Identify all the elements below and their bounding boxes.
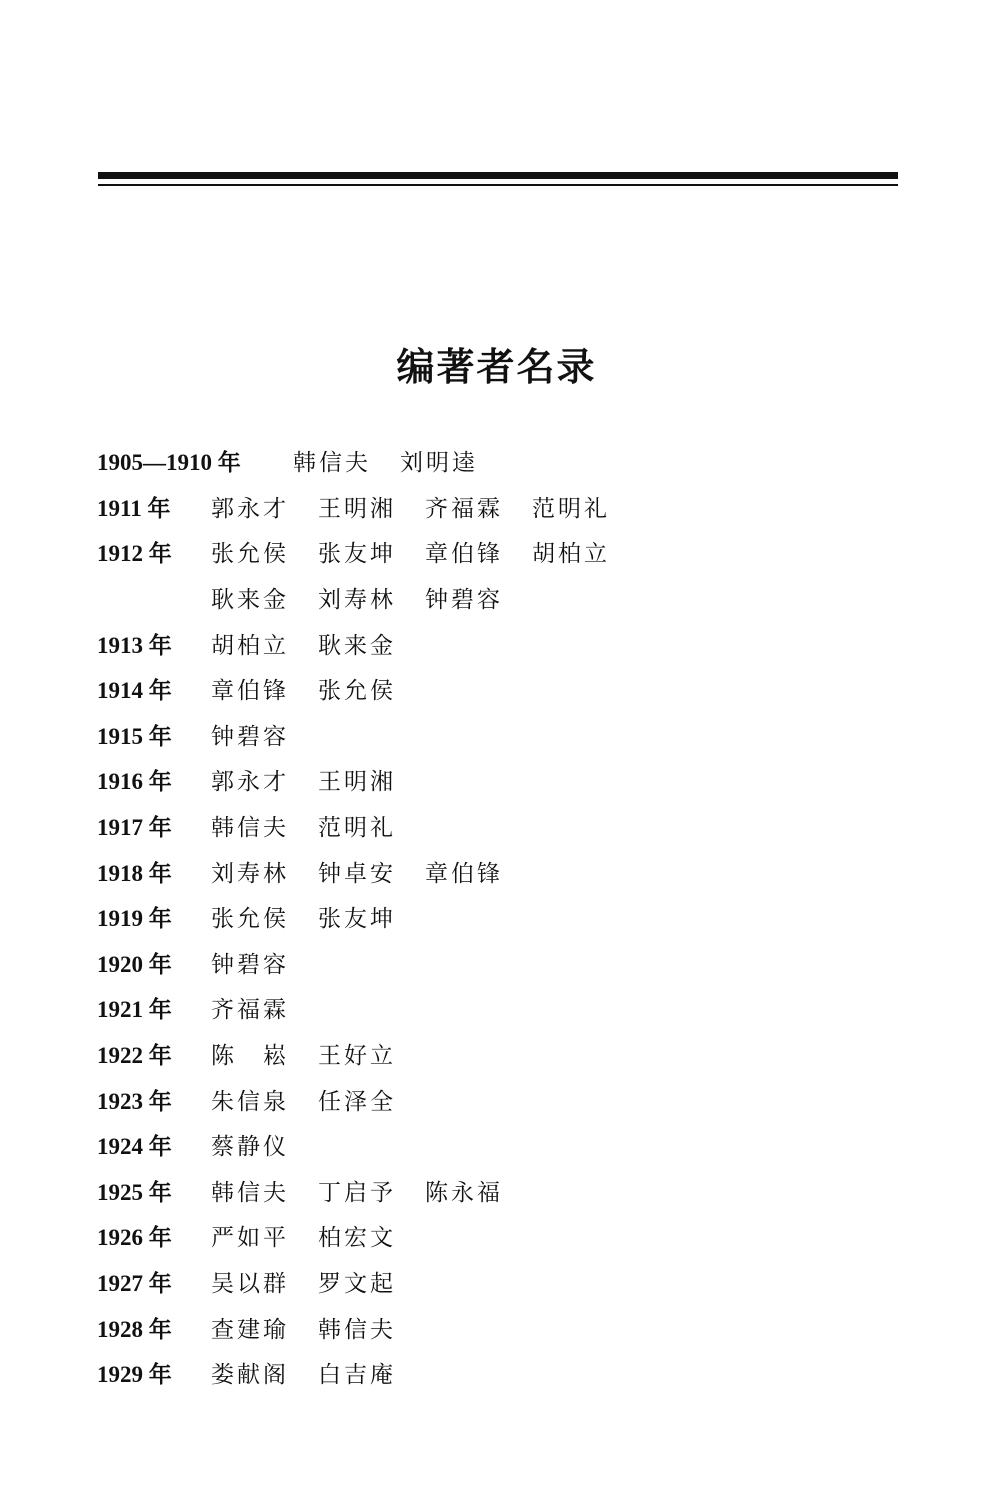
entry-names [211,581,532,614]
author-name: 钟碧容 [211,951,289,978]
author-name: 张友坤 [318,906,396,933]
author-name: 胡柏立 [211,632,289,659]
author-name: 钟碧容 [425,587,503,614]
author-name: 朱信泉 [211,1088,289,1115]
list-item [97,620,917,666]
entry-names [211,991,318,1024]
entry-year: 1920 年 [97,951,172,977]
entry-names [293,444,507,477]
author-name: 章伯锋 [425,541,503,568]
author-name: 章伯锋 [425,860,503,887]
list-item [97,1168,917,1214]
entry-year: 1915 年 [97,723,172,749]
entry-names [211,1037,425,1070]
list-item [97,848,917,894]
author-name: 郭永才 [211,769,289,796]
header-rule-thin [98,184,898,186]
entry-year: 1912 年 [97,541,172,567]
list-item [97,1350,917,1396]
author-name: 蔡静仪 [211,1134,289,1161]
entry-names [211,718,318,751]
author-name: 钟碧容 [211,723,289,750]
entry-year: 1921 年 [97,997,172,1023]
list-item [97,803,917,849]
author-name: 范明礼 [532,495,610,522]
entry-names [211,672,425,705]
entry-names [211,763,425,796]
author-name: 韩信夫 [318,1316,396,1343]
list-item [97,940,917,986]
entry-year: 1917 年 [97,815,172,841]
author-name: 娄献阁 [211,1362,289,1389]
author-name: 查建瑜 [211,1316,289,1343]
list-item [97,1031,917,1077]
entry-names [211,946,318,979]
entry-names [211,1174,532,1207]
list-item [97,666,917,712]
list-item [97,1213,917,1259]
author-name: 齐福霖 [425,495,503,522]
entry-names [211,490,639,523]
author-name: 罗文起 [318,1270,396,1297]
entry-year: 1925 年 [97,1179,172,1205]
entry-year: 1923 年 [97,1088,172,1114]
entry-names [211,535,639,568]
entry-year: 1928 年 [97,1316,172,1342]
author-list [97,438,917,1395]
author-name: 张允侯 [211,906,289,933]
entry-names [211,1083,425,1116]
author-name: 韩信夫 [293,450,371,477]
list-item [97,894,917,940]
entry-year: 1919 年 [97,906,172,932]
author-name: 刘寿林 [318,587,396,614]
author-name: 陈永福 [425,1179,503,1206]
entry-year: 1927 年 [97,1270,172,1296]
list-item [97,529,917,575]
entry-year: 1926 年 [97,1225,172,1251]
author-name: 齐福霖 [211,997,289,1024]
author-name: 吴以群 [211,1270,289,1297]
entry-names [211,1128,318,1161]
entry-names [211,1265,425,1298]
list-item [97,575,917,621]
author-name: 刘明逵 [400,450,478,477]
list-item [97,1259,917,1305]
author-name: 韩信夫 [211,815,289,842]
entry-names [211,809,425,842]
author-name: 任泽全 [318,1088,396,1115]
author-name: 郭永才 [211,495,289,522]
entry-names [211,1219,425,1252]
author-name: 刘寿林 [211,860,289,887]
list-item [97,1076,917,1122]
entry-year: 1929 年 [97,1362,172,1388]
entry-names [211,627,425,660]
entry-year: 1922 年 [97,1043,172,1069]
page-title: 编著者名录 [396,345,597,389]
author-name: 丁启予 [318,1179,396,1206]
entry-year: 1924 年 [97,1134,172,1160]
author-name: 韩信夫 [211,1179,289,1206]
entry-names [211,1356,425,1389]
entry-year: 1914 年 [97,678,172,704]
entry-year: 1913 年 [97,632,172,658]
author-name: 耿来金 [318,632,396,659]
list-item [97,438,917,484]
entry-names [211,855,532,888]
author-name: 胡柏立 [532,541,610,568]
author-name: 白吉庵 [318,1362,396,1389]
author-name: 王明湘 [318,769,396,796]
author-name: 范明礼 [318,815,396,842]
list-item [97,757,917,803]
entry-year: 1916 年 [97,769,172,795]
list-item [97,712,917,758]
list-item [97,484,917,530]
author-name: 王好立 [318,1043,396,1070]
header-rule-thick [98,172,898,179]
entry-year: 1905—1910 年 [97,450,241,476]
author-name: 柏宏文 [318,1225,396,1252]
author-name: 耿来金 [211,587,289,614]
entry-year: 1918 年 [97,860,172,886]
list-item [97,985,917,1031]
author-name: 张允侯 [318,678,396,705]
author-name: 王明湘 [318,495,396,522]
entry-names [211,900,425,933]
author-name: 章伯锋 [211,678,289,705]
author-name: 张允侯 [211,541,289,568]
list-item [97,1304,917,1350]
author-name: 陈 崧 [211,1043,289,1070]
list-item [97,1122,917,1168]
entry-names [211,1311,425,1344]
entry-year: 1911 年 [97,495,171,521]
author-name: 钟卓安 [318,860,396,887]
author-name: 张友坤 [318,541,396,568]
author-name: 严如平 [211,1225,289,1252]
